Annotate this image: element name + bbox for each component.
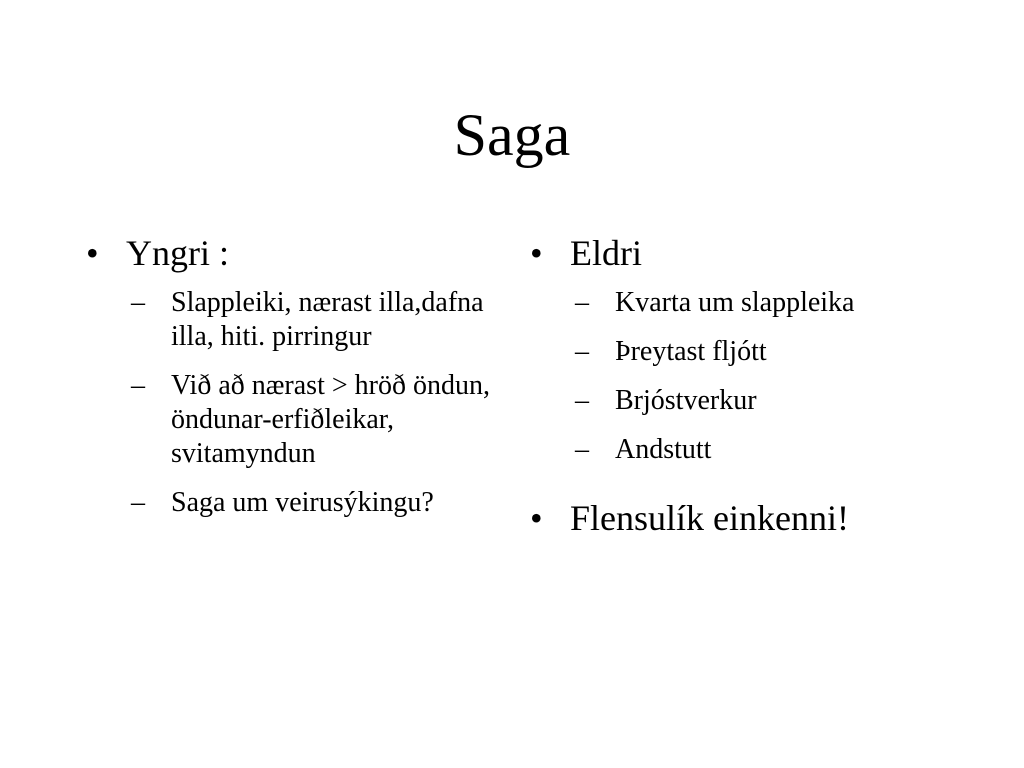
sub-item-text: Við að nærast > hröð öndun, öndunar-erfiðleikar, svitamyndun bbox=[171, 370, 490, 469]
dash-mark: – bbox=[131, 370, 145, 401]
sub-item-text: Kvarta um slappleika bbox=[615, 287, 855, 318]
sub-item bbox=[575, 335, 1000, 369]
bullet-eldri bbox=[530, 228, 1000, 278]
right-column bbox=[530, 228, 1000, 543]
bullet-mark: • bbox=[86, 233, 99, 273]
bullet-yngri bbox=[86, 228, 506, 278]
sub-list-eldri bbox=[575, 286, 1000, 467]
sub-list-yngri bbox=[131, 286, 506, 520]
sub-item-text: Þreytast fljótt bbox=[615, 336, 767, 367]
dash-mark: – bbox=[131, 487, 145, 518]
dash-mark: – bbox=[575, 434, 589, 465]
sub-item bbox=[575, 384, 1000, 418]
sub-item-text: Brjóstverkur bbox=[615, 385, 757, 416]
bullet-flensulik bbox=[530, 493, 1000, 543]
dash-mark: – bbox=[575, 385, 589, 416]
slide-title: Saga bbox=[453, 102, 571, 168]
sub-item bbox=[131, 486, 506, 520]
bullet-text: Yngri : bbox=[126, 233, 229, 273]
bullet-text: Eldri bbox=[570, 233, 642, 273]
sub-item bbox=[575, 286, 1000, 320]
sub-item-text: Andstutt bbox=[615, 434, 712, 465]
sub-item bbox=[131, 286, 506, 354]
dash-mark: – bbox=[131, 287, 145, 318]
left-column bbox=[86, 228, 506, 520]
dash-mark: – bbox=[575, 336, 589, 367]
sub-item bbox=[575, 433, 1000, 467]
sub-item-text: Slappleiki, nærast illa,dafna illa, hiti. pirringur bbox=[171, 287, 484, 352]
sub-item bbox=[131, 369, 506, 471]
bullet-text: Flensulík einkenni! bbox=[570, 498, 849, 538]
bullet-mark: • bbox=[530, 233, 543, 273]
sub-item-text: Saga um veirusýkingu? bbox=[171, 487, 434, 518]
bullet-mark: • bbox=[530, 498, 543, 538]
dash-mark: – bbox=[575, 287, 589, 318]
